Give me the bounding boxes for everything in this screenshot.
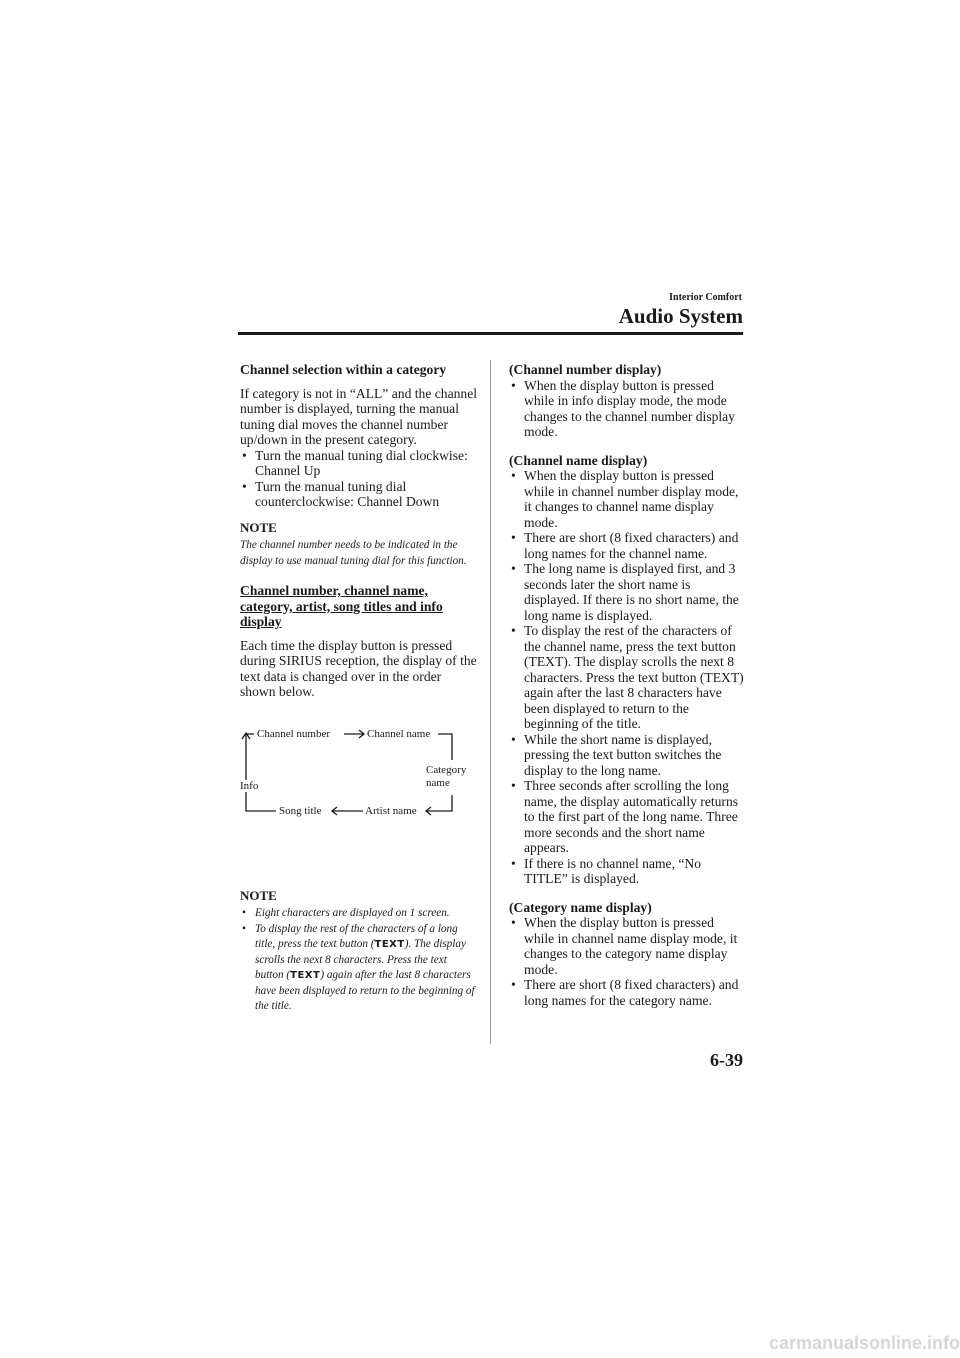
diagram-arrows — [240, 700, 478, 880]
label-category-name: Category name — [426, 763, 467, 789]
list-item: • When the display button is pressed while in channel number display mode, it changes to channel name display mode. — [509, 468, 745, 530]
heading-display-info: Channel number, channel name, category, artist, song titles and info display — [240, 583, 443, 629]
list-item: • If there is no channel name, “No TITLE” is displayed. — [509, 856, 745, 887]
list-item: • There are short (8 fixed characters) and long names for the category name. — [509, 977, 745, 1008]
column-divider — [490, 360, 491, 1044]
page-title: Audio System — [618, 304, 743, 328]
list-item: • Eight characters are displayed on 1 screen. — [240, 906, 478, 922]
list-item: • The long name is displayed first, and 3 seconds later the short name is displayed. If there is no short name, the long name is displayed. — [509, 561, 745, 623]
note-heading: NOTE — [240, 519, 277, 535]
bullet-list-tuning — [240, 448, 478, 510]
label-info: Info — [240, 779, 259, 792]
note-heading: NOTE — [240, 887, 277, 903]
list-item: • Turn the manual tuning dial clockwise: Channel Up — [240, 448, 478, 479]
list-item: • To display the rest of the characters of a long title, press the text button (TEXT). The display scrolls the next 8 characters. Press the text button (TEXT) again after the last 8 characters have been displayed to return to the beginning of the title. — [240, 922, 478, 1015]
paragraph-channel-selection: If category is not in “ALL” and the channel number is displayed, turning the manual tuning dial moves the channel number up/down in the present category. — [240, 385, 478, 447]
header-rule — [238, 332, 743, 335]
heading-category-name-display: (Category name display) — [509, 899, 652, 915]
left-column — [240, 362, 478, 1015]
right-column — [509, 362, 745, 1008]
note-text: The channel number needs to be indicated in the display to use manual tuning dial for this function. — [240, 539, 467, 567]
label-channel-number: Channel number — [257, 727, 331, 740]
section-label: Interior Comfort — [669, 292, 742, 303]
label-song-title: Song title — [279, 804, 322, 817]
list-item: • When the display button is pressed while in info display mode, the mode changes to the channel number display mode. — [509, 378, 745, 440]
list-item: • To display the rest of the characters of the channel name, press the text button (TEXT). The display scrolls the next 8 characters. Press the text button (TEXT) again after the last 8 characters have been displayed to return to the beginning of the title. — [509, 623, 745, 732]
list-item: • Turn the manual tuning dial counterclockwise: Channel Down — [240, 479, 478, 510]
list-item: • While the short name is displayed, pressing the text button switches the display to the long name. — [509, 732, 745, 779]
heading-channel-selection: Channel selection within a category — [240, 362, 447, 377]
list-item: • There are short (8 fixed characters) and long names for the channel name. — [509, 530, 745, 561]
list-item: • When the display button is pressed while in channel name display mode, it changes to the category name display mode. — [509, 915, 745, 977]
text-button-icon: TEXT — [374, 939, 405, 950]
label-channel-name: Channel name — [367, 727, 431, 740]
heading-channel-name-display: (Channel name display) — [509, 452, 648, 468]
footer-watermark: carmanualsonline.info — [768, 1333, 960, 1353]
bullet-list-channel-number — [509, 378, 745, 440]
note-list — [240, 906, 478, 1015]
page-number: 6-39 — [710, 1050, 743, 1070]
bullet-list-channel-name — [509, 468, 745, 887]
text-button-icon: TEXT — [290, 970, 321, 981]
label-artist-name: Artist name — [365, 804, 417, 817]
bullet-list-category-name — [509, 915, 745, 1008]
paragraph-display-order: Each time the display button is pressed during SIRIUS reception, the display of the text data is changed over in the order shown below. — [240, 637, 477, 699]
list-item: • Three seconds after scrolling the long name, the display automatically returns to the first part of the long name. Three more seconds and the short name appears. — [509, 778, 745, 856]
heading-channel-number-display: (Channel number display) — [509, 362, 662, 377]
display-cycle-diagram — [240, 700, 478, 880]
